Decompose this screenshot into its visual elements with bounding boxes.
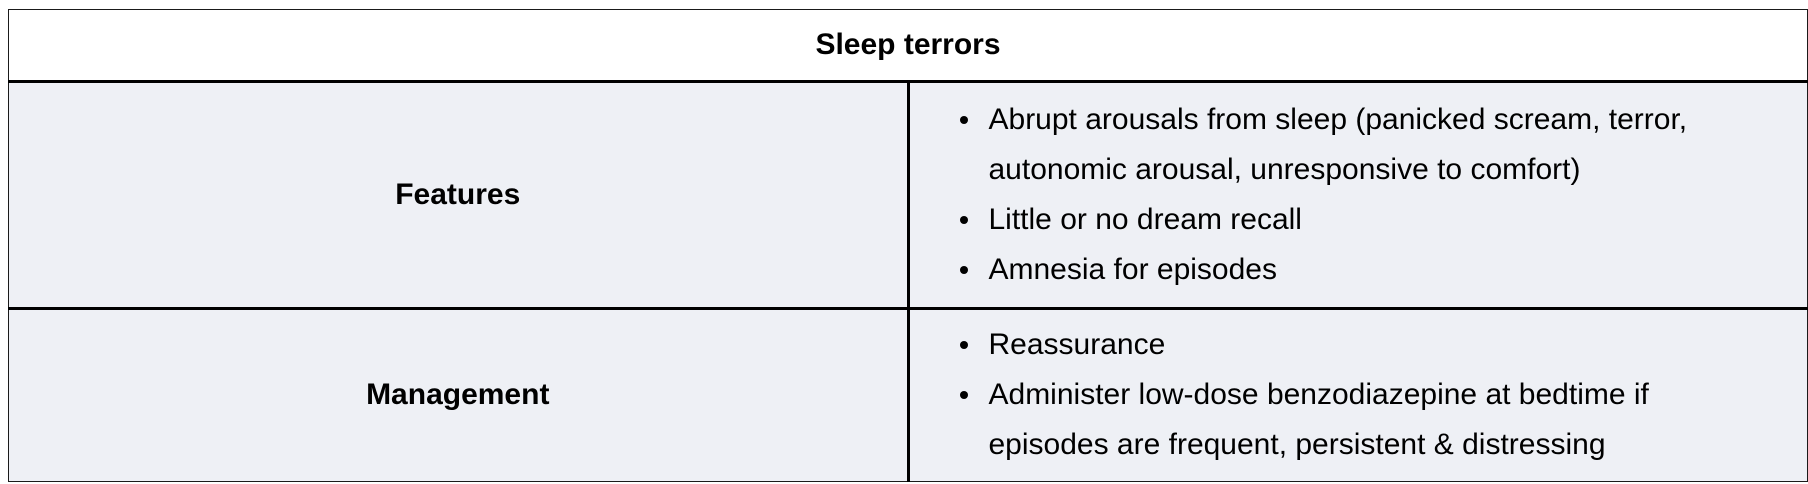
title-row [9, 10, 1808, 82]
bullet-icon [960, 116, 968, 124]
row-heading-features: Features [9, 82, 909, 308]
table-row-management [9, 308, 1808, 481]
row-heading-management: Management [9, 308, 909, 481]
table-title: Sleep terrors [9, 10, 1808, 82]
list-item-text: Reassurance [988, 328, 1166, 362]
list-item-text: Amnesia for episodes [988, 253, 1277, 287]
list-item-text: Little or no dream recall [988, 203, 1302, 237]
list-item [960, 370, 1768, 470]
sleep-terrors-table [8, 9, 1808, 482]
bullet-icon [960, 341, 968, 349]
list-item [960, 195, 1768, 245]
management-list [910, 320, 1808, 470]
list-item-text: Abrupt arousals from sleep (panicked scream, terror, autonomic arousal, unresponsive to comfort) [988, 103, 1688, 187]
row-content-features [908, 82, 1808, 308]
list-item [960, 320, 1768, 370]
bullet-icon [960, 391, 968, 399]
list-item [960, 95, 1768, 195]
bullet-icon [960, 266, 968, 274]
features-list [910, 95, 1808, 295]
table-row-features [9, 82, 1808, 308]
list-item-text: Administer low-dose benzodiazepine at bedtime if episodes are frequent, persistent & distressing [988, 378, 1649, 462]
list-item [960, 245, 1768, 295]
row-content-management [908, 308, 1808, 481]
bullet-icon [960, 216, 968, 224]
